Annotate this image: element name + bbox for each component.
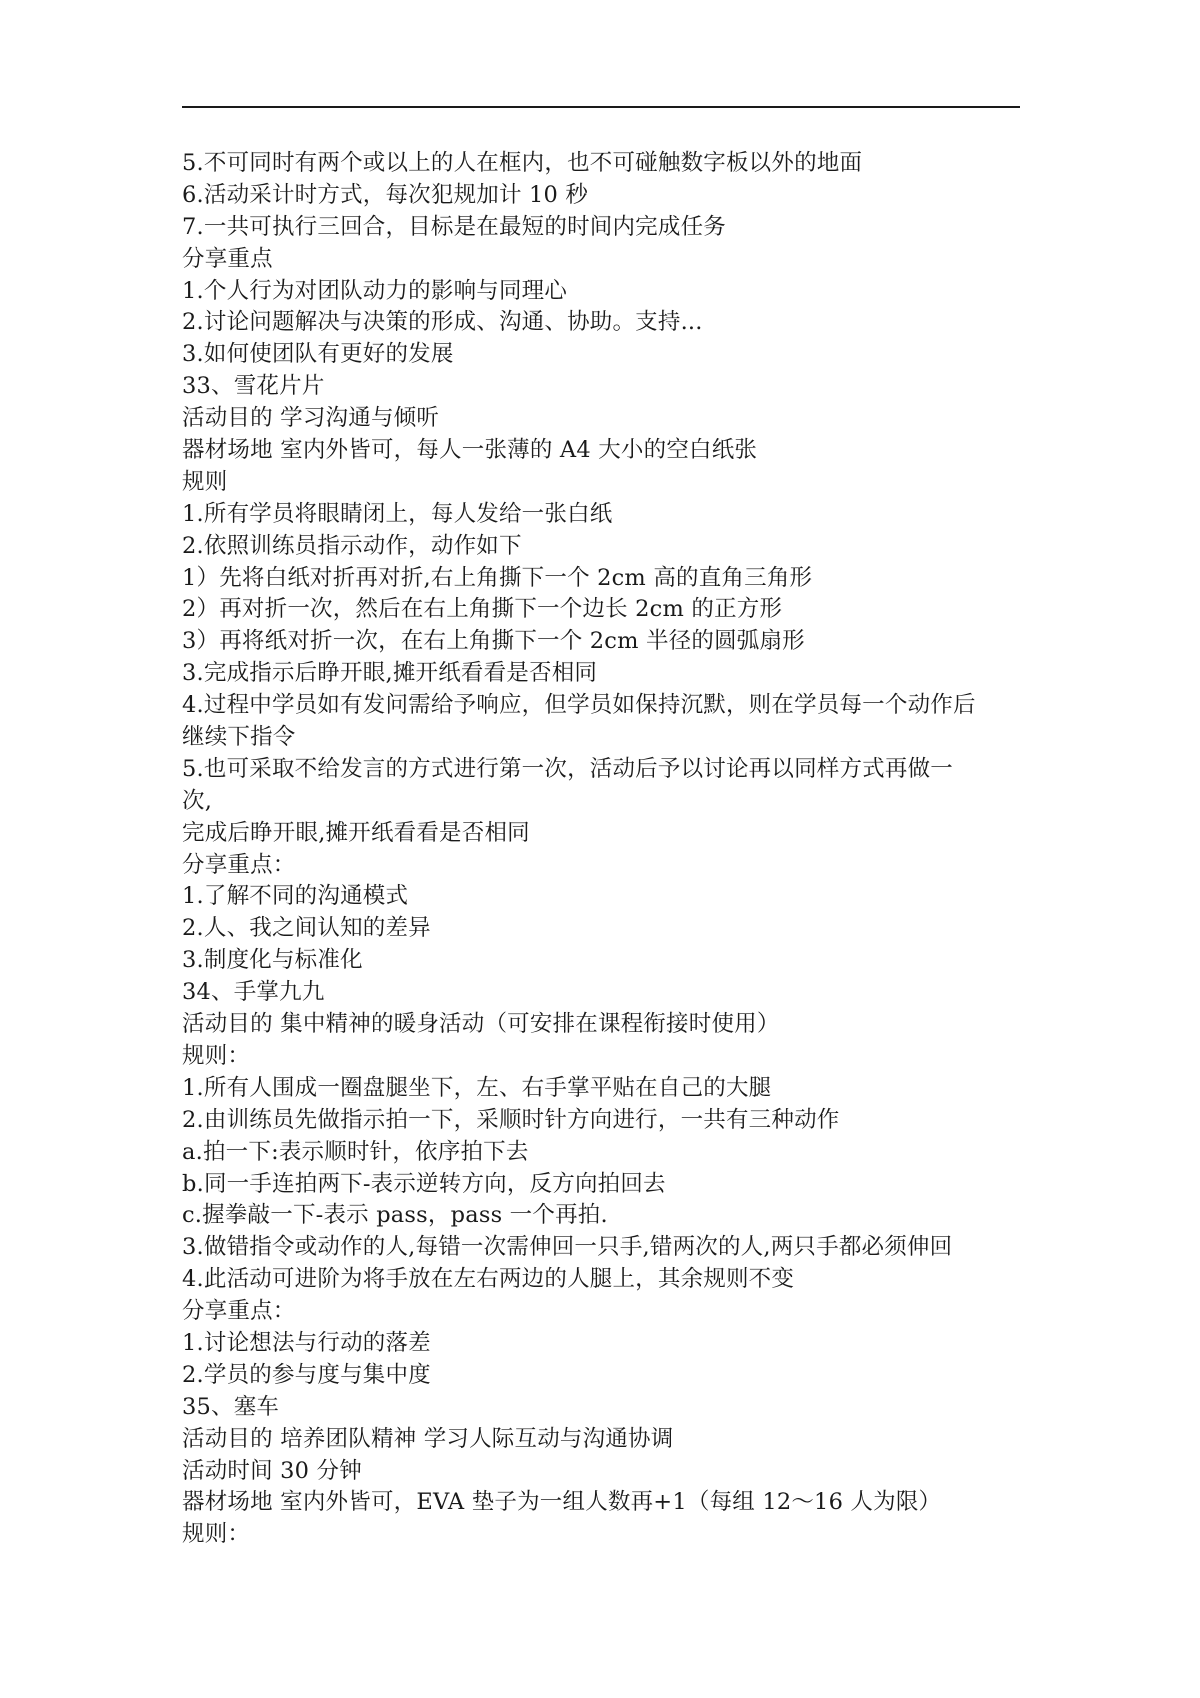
text-line: 2.依照训练员指示动作，动作如下: [182, 532, 522, 559]
text-line: 3.完成指示后睁开眼,摊开纸看看是否相同: [182, 660, 598, 687]
text-line: 6.活动采计时方式，每次犯规加计 10 秒: [182, 181, 589, 208]
text-line: 3.如何使团队有更好的发展: [182, 341, 454, 368]
text-line: 1.所有学员将眼睛闭上，每人发给一张白纸: [182, 500, 613, 527]
text-line: 5.不可同时有两个或以上的人在框内，也不可碰触数字板以外的地面: [182, 150, 863, 176]
text-line: 2.讨论问题解决与决策的形成、沟通、协助。支持...: [182, 309, 703, 336]
text-line: 规则：: [182, 1042, 251, 1069]
text-line: 3）再将纸对折一次，在右上角撕下一个 2cm 半径的圆弧扇形: [182, 628, 805, 655]
text-line: 1）先将白纸对折再对折,右上角撕下一个 2cm 高的直角三角形: [182, 564, 813, 591]
text-line: 5.也可采取不给发言的方式进行第一次，活动后予以讨论再以同样方式再做一: [182, 755, 953, 782]
header-rule: [182, 106, 1020, 108]
text-line: 分享重点：: [182, 851, 296, 878]
text-line: 7.一共可执行三回合，目标是在最短的时间内完成任务: [182, 213, 726, 240]
text-line: 完成后睁开眼,摊开纸看看是否相同: [182, 819, 530, 846]
text-line: 1.个人行为对团队动力的影响与同理心: [182, 277, 568, 304]
text-line: 继续下指令: [182, 724, 296, 751]
document-body: [182, 148, 1042, 1551]
text-line: 器材场地 室内外皆可，每人一张薄的 A4 大小的空白纸张: [182, 437, 758, 464]
text-line: 2.人、我之间认知的差异: [182, 915, 431, 942]
text-line: 活动目的 学习沟通与倾听: [182, 405, 440, 432]
text-line: 规则: [182, 468, 228, 495]
text-line: b.同一手连拍两下-表示逆转方向，反方向拍回去: [182, 1170, 666, 1197]
text-line: 3.制度化与标准化: [182, 947, 363, 974]
text-line: 活动时间 30 分钟: [182, 1457, 362, 1484]
text-line: a.拍一下:表示顺时针，依序拍下去: [182, 1138, 529, 1165]
text-line: 4.过程中学员如有发问需给予响应，但学员如保持沉默，则在学员每一个动作后: [182, 692, 976, 719]
text-line: 规则：: [182, 1521, 251, 1548]
text-line: 分享重点: [182, 245, 273, 272]
text-line: 活动目的 集中精神的暖身活动（可安排在课程衔接时使用）: [182, 1011, 780, 1038]
text-line: 次,: [182, 787, 213, 814]
text-line: 33、雪花片片: [182, 373, 325, 400]
text-line: 2.由训练员先做指示拍一下，采顺时针方向进行，一共有三种动作: [182, 1106, 840, 1133]
text-line: c.握拳敲一下-表示 pass，pass 一个再拍.: [182, 1202, 608, 1229]
text-line: 活动目的 培养团队精神 学习人际互动与沟通协调: [182, 1425, 674, 1452]
text-line: 1.所有人围成一圈盘腿坐下，左、右手掌平贴在自己的大腿: [182, 1074, 772, 1101]
text-line: 4.此活动可进阶为将手放在左右两边的人腿上，其余规则不变: [182, 1266, 795, 1293]
text-line: 1.讨论想法与行动的落差: [182, 1329, 431, 1356]
text-line: 分享重点：: [182, 1298, 296, 1325]
text-line: 3.做错指令或动作的人,每错一次需伸回一只手,错两次的人,两只手都必须伸回: [182, 1234, 953, 1261]
text-line: 1.了解不同的沟通模式: [182, 883, 409, 910]
text-line: 34、手掌九九: [182, 979, 325, 1006]
text-line: 2.学员的参与度与集中度: [182, 1361, 431, 1388]
text-line: 器材场地 室内外皆可，EVA 垫子为一组人数再+1（每组 12～16 人为限）: [182, 1489, 942, 1516]
text-line: 35、塞车: [182, 1393, 280, 1420]
text-line: 2）再对折一次，然后在右上角撕下一个边长 2cm 的正方形: [182, 596, 783, 623]
